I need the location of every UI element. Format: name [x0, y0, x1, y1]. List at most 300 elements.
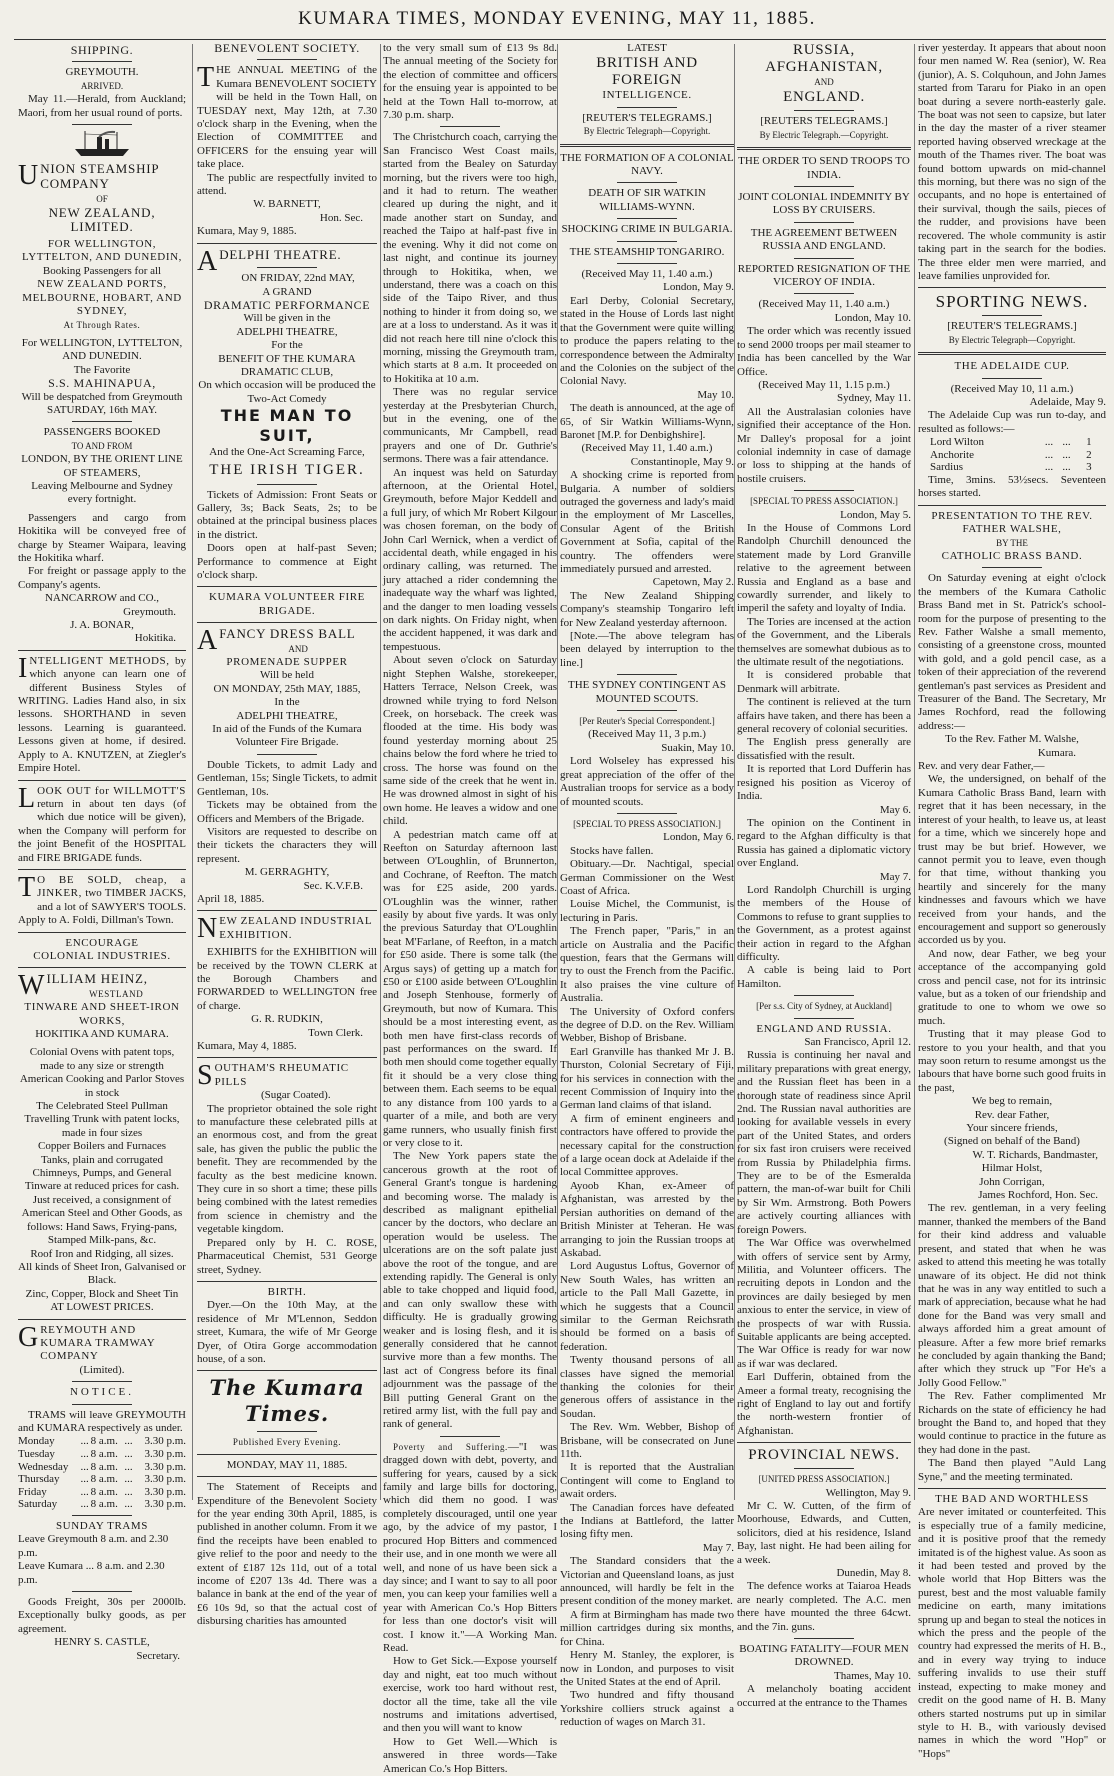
copyright-label: By Electric Telegraph—Copyright.	[583, 126, 711, 137]
race-time: Time, 3mins. 53½secs. Seventeen horses started.	[918, 473, 1106, 500]
address-close: Rev. dear Father,	[974, 1108, 1050, 1121]
steamship-icon	[71, 129, 133, 159]
table-cell: 8 a.m.	[90, 1447, 118, 1460]
table-cell: ...	[1044, 448, 1054, 461]
table-cell: ...	[124, 1498, 133, 1511]
dateline: Suakin, May 10.	[661, 741, 734, 754]
table-cell: 3.30 p.m.	[144, 1473, 186, 1486]
presentation-heading: PRESENTATION TO THE REV. FATHER WALSHE,	[931, 509, 1093, 536]
adelphi-date: ON FRIDAY, 22nd MAY,	[241, 272, 355, 285]
usc-favorite: The Favorite	[73, 363, 131, 376]
usc-bonar: J. A. BONAR,	[70, 619, 134, 632]
benevolent-role: Hon. Sec.	[319, 211, 363, 224]
trams-intro: TRAMS will leave GREYMOUTH and KUMARA respectively as under.	[18, 1408, 186, 1434]
usc-ship-name: S.S. MAHINAPUA,	[48, 376, 156, 391]
presentation-band: CATHOLIC BRASS BAND.	[941, 549, 1083, 562]
fd-date: ON MONDAY, 25th MAY, 1885,	[213, 682, 361, 695]
heinz-title: ILLIAM HEINZ,	[46, 971, 148, 987]
heinz-item: Roof Iron and Ridging, all sizes.	[30, 1247, 174, 1260]
table-cell: 8 a.m.	[90, 1498, 118, 1511]
heinz-item: Chimneys, Pumps, and General Tinware at reduced prices for cash.	[24, 1167, 180, 1193]
benevolent-heading: BENEVOLENT SOCIETY.	[214, 41, 360, 55]
adelaide-cup-heading: THE ADELAIDE CUP.	[954, 360, 1070, 373]
headline: JOINT COLONIAL INDEMNITY BY LOSS BY CRUISERS.	[738, 191, 910, 217]
address-body: Trusting that it may please God to restore to you your health, and that you may soon return to resume amongst us the labours that have borne such good fruits in the past,	[918, 1028, 1106, 1094]
usc-london: LONDON, BY THE ORIENT LINE OF STEAMERS,	[21, 453, 183, 479]
headline: SHOCKING CRIME IN BULGARIA.	[561, 223, 733, 236]
fd-date-signed: April 18, 1885.	[197, 892, 265, 905]
fd-tickets: Double Tickets, to admit Lady and Gentleman, 15s; Single Tickets, to admit Gentleman, 10s.	[197, 758, 377, 798]
address-close: We beg to remain,	[971, 1095, 1053, 1108]
table-cell: ...	[124, 1435, 133, 1448]
exhibition-title: EW ZEALAND INDUSTRIAL EXHIBITION.	[219, 915, 372, 941]
table-cell: Saturday	[18, 1498, 58, 1511]
article: The opinion on the Continent in regard to the Afghan difficulty is that Russia has gained a diplomatic victory over England.	[737, 816, 911, 870]
article: In the House of Commons Lord Randolph Churchill denounced the statement made by Lord Granville relative to the agreement between Russia and England as a base and cowardly surrender, and likely to imperil the safety and loyalty of India.	[737, 521, 911, 615]
table-cell: 8 a.m.	[90, 1435, 118, 1448]
fd-in: In the	[274, 696, 300, 709]
for-sale-body: two TIMBER JACKS, and a lot of SAWYER'S TOOLS. Apply to A. Foldi, Dillman's Town.	[18, 887, 187, 927]
heinz-prices: AT LOWEST PRICES.	[50, 1301, 154, 1314]
methods-title: NTELLIGENT METHODS,	[29, 654, 170, 667]
exhibition-date: Kumara, May 4, 1885.	[197, 1040, 297, 1052]
press-association-label: [SPECIAL TO PRESS ASSOCIATION.]	[573, 818, 721, 829]
article: Ayoob Khan, ex-Ameer of Afghanistan, was arrested by the Persian authorities on demand of the British Minister at Teheran. He was arranging to join the Russian troops at Askabad.	[560, 1179, 734, 1259]
article: Stocks have fallen.	[570, 844, 654, 857]
usc-toandfrom: TO AND FROM	[71, 440, 133, 451]
timetable-row	[18, 1448, 186, 1461]
received-line: (Received May 11, 1.40 a.m.)	[581, 268, 713, 281]
drop-cap: U	[18, 160, 39, 192]
usc-freight: For freight or passage apply to the Company's agents.	[18, 565, 186, 591]
fd-obtain: Tickets may be obtained from the Officers and Members of the Brigade.	[197, 799, 377, 825]
usc-agents-place: Greymouth.	[123, 605, 176, 618]
table-cell: Monday	[18, 1435, 55, 1448]
tramway-title: REYMOUTH AND KUMARA TRAMWAY COMPANY	[40, 1323, 155, 1363]
column-rule	[734, 44, 735, 1500]
adelphi-for: For the	[271, 339, 303, 352]
headline: THE STEAMSHIP TONGARIRO.	[569, 245, 725, 258]
benevolent-body: HE ANNUAL MEETING of the Kumara BENEVOLENT SOCIETY will be held in the Town Hall, on TUESDAY next, May 12th, at 7.30 o'clock sharp in the Evening, when the Election of COMMITTEE and OFFICERS for the ensuing year will take place.	[197, 64, 377, 171]
article: The Tories are incensed at the action of the Government, and the Liberals themselves are somewhat dubious as to the ultimate result of the negotiations.	[737, 615, 911, 669]
article: river yesterday. It appears that about noon four men named W. Rea (senior), W. Rea (junior), A. S. Colquhoun, and John James started from Tararu for Piako in an open boat during a severe north-easterly gale. The boat was not seen to capsize, but later in the day the master of a river steamer reported having observed wreckage at the mouth of the Thames river. The boat was found bottom upwards on mid-channel this morning, but there was no sign of the occupants, and no hope is entertained of their survival, though the sails, pieces of the rudder, and provisions have been recovered. The whole community is astir taking part in the search for the bodies. The three elder men were married, and leave families unprovided for.	[918, 42, 1106, 282]
article: The Standard considers that the Victorian and Queensland loans, as just announced, will hardly be felt in the present condition of the money market.	[560, 1555, 734, 1608]
goods-freight: Goods Freight, 30s per 2000lb. Exceptionally bulky goods, as per agreement.	[18, 1595, 186, 1635]
article: On Saturday evening at eight o'clock the members of the Kumara Catholic Brass Band met in St. Patrick's school-room for the purpose of presenting to the Rev. Father Walshe a small memento, consisting of a greenstone cross, mounted with gold, and a gold pencil case, as a token of their appreciation of the reverend gentleman's past services as President and Treasurer of the Band. The Secretary, Mr James Rochford, read the following address:—	[918, 572, 1106, 732]
dateline: May 7.	[702, 1541, 734, 1554]
article: The English press generally are dissatisfied with the result.	[737, 736, 911, 762]
table-cell: ...	[1062, 448, 1071, 461]
table-cell: Lord Wilton	[930, 436, 985, 449]
heinz-item: Colonial Ovens with patent tops, made to any size or strength	[29, 1046, 175, 1072]
article: The Band then played "Auld Lang Syne," and the meeting terminated.	[918, 1457, 1106, 1483]
column-3	[383, 42, 557, 1775]
article: Russia is continuing her naval and military preparations with great energy, and the Russian fleet has been in a thorough state of readiness since April 2nd. The Russian naval authorities are looking for available vessels in every part of the United States, and orders for six fast iron cruisers were received from Russia by Philadelphia firms. They are to be of the Esmeralda pattern, the man-of-war built for Chili by Sir Wm. Armstrong. Both Powers are actively courting alliances with foreign Powers.	[737, 1049, 911, 1236]
drop-cap: W	[18, 970, 45, 1002]
column-5	[737, 42, 911, 1709]
sunday-trams-heading: SUNDAY TRAMS	[55, 1519, 149, 1532]
address-close: Your sincere friends,	[966, 1122, 1058, 1135]
adelphi-play-title: THE MAN TO SUIT,	[220, 406, 354, 446]
article: The Christchurch coach, carrying the San Francisco West Coast mails, started from the Bealey on Saturday morning, but the rivers were too high, and it had to return. The weather cleared up during the night, and it made another start on Sunday, and reached the Taipo at half-past five in the evening. Why it did not come on last night, and continue its journey through to Hokitika, when, we understand, there was a coach on this side of the Taipo River, and thus nothing to hinder it from doing so, we are at a loss to understand. As it was it did not reach here till nine o'clock this morning, missing the Greymouth tram, which starts at 8 a.m. It proceeded on to Hokitika at 10 a.m.	[383, 131, 557, 385]
column-2	[197, 41, 377, 1628]
table-cell: ...	[80, 1473, 89, 1486]
usc-booking: Booking Passengers for all	[42, 264, 162, 277]
of-label: OF	[96, 193, 108, 204]
sunday-trams-line: Leave Greymouth 8 a.m. and 2.30 p.m.	[18, 1533, 169, 1559]
paper-nameplate: The Kumara Times.	[209, 1375, 365, 1427]
heinz-places: HOKITIKA AND KUMARA.	[35, 1028, 169, 1040]
article: The death is announced, at the age of 65, of Sir Watkin Williams-Wynn, Baronet [M.P. for Denbighshire].	[560, 402, 734, 441]
article: A melancholy boating accident occurred at the entrance to the Thames	[737, 1683, 911, 1709]
article: Earl Granville has thanked Mr J. B. Thurston, Colonial Secretary of Fiji, for his services in connection with the recent Commission of Inquiry into the German land claims of that island.	[560, 1045, 734, 1112]
dateline: Sydney, May 11.	[836, 392, 911, 405]
timetable-row	[18, 1473, 186, 1486]
column-1	[18, 42, 187, 1662]
table-cell: ...	[80, 1498, 89, 1511]
article: Henry M. Stanley, the explorer, is now in London, and purposes to visit the United States at the end of April.	[560, 1649, 734, 1688]
tramway-ltd: (Limited).	[79, 1363, 125, 1376]
table-cell: ...	[80, 1435, 89, 1448]
dateline: London, May 10.	[834, 311, 911, 324]
article: The order which was recently issued to send 2000 troops per mail steamer to India has been cancelled by the War Office.	[737, 325, 911, 378]
heinz-item: The Celebrated Steel Pullman Travelling Trunk with patent locks, made in four sizes	[24, 1100, 180, 1139]
usc-agents: NANCARROW and CO.,	[44, 592, 160, 605]
headline: THE SYDNEY CONTINGENT AS MOUNTED SCOUTS.	[568, 679, 726, 705]
notice-heading: NOTICE.	[69, 1386, 135, 1399]
england-russia-heading: ENGLAND AND RUSSIA.	[756, 1022, 892, 1035]
russia-heading: RUSSIA, AFGHANISTAN,	[765, 42, 883, 75]
fd-visitors: Visitors are requested to describe on their tickets the characters they will represent.	[197, 825, 377, 865]
article: Earl Dufferin, obtained from the Ameer a formal treaty, recognising the right of England to lay out and fortify the north-western frontier of Afghanistan.	[737, 1371, 911, 1437]
article: Lord Randolph Churchill is urging the members of the House of Commons to refuse to grant supplies to the Government, as a protest against their action in regard to the Afghan difficulty.	[737, 883, 911, 963]
table-cell: 8 a.m.	[90, 1485, 118, 1498]
table-cell: Sardius	[930, 461, 963, 474]
adelphi-comedy: Two-Act Comedy	[247, 392, 327, 405]
intelligence-heading: INTELLIGENCE.	[602, 89, 692, 102]
tram-timetable	[18, 1435, 186, 1511]
article: A shocking crime is reported from Bulgaria. A number of soldiers outraged the governess and lady's maid in the employment of Mr Lascelles, Consular Agent of the British Government at Sofia, capital of the country. The offenders were immediately pursued and arrested.	[560, 469, 734, 575]
shipping-heading: SHIPPING.	[70, 43, 134, 57]
fd-sign: M. GERRAGHTY,	[244, 866, 330, 879]
article: How to Get Sick.—Expose yourself day and night, eat too much without exercise, work too hard without rest, doctor all the time, take all the vile nostrums and imitations advertised, and then you will want to know	[383, 1655, 557, 1735]
address-to: To the Rev. Father M. Walshe,	[945, 733, 1079, 746]
article: It is reported that Lord Dufferin has resigned his position as Viceroy of India.	[737, 763, 911, 803]
drop-cap: T	[18, 871, 36, 903]
article: The defence works at Taiaroa Heads are nearly completed. The A.C. men there have mounted the three 64cwt. and the 7in. guns.	[737, 1580, 911, 1633]
copyright-label: By Electric Telegraph—Copyright.	[948, 334, 1076, 345]
table-cell: Friday	[18, 1485, 47, 1498]
article: The Canadian forces have defeated the Indians at Battleford, the latter losing fifty men.	[560, 1501, 734, 1541]
address-place: Kumara.	[1037, 746, 1076, 759]
article: to the very small sum of £13 9s 8d. The annual meeting of the Society for the election of committee and officers for the ensuing year is appointed to be held at the Town Hall to-morrow, at 7.30 p.m. sharp.	[383, 42, 557, 122]
drop-cap: T	[197, 62, 215, 94]
fd-promenade: PROMENADE SUPPER	[226, 656, 348, 669]
usc-route-2: For WELLINGTON, LYTTELTON, AND DUNEDIN.	[21, 336, 183, 363]
timetable-row	[18, 1435, 186, 1448]
fd-theatre: ADELPHI THEATRE,	[236, 709, 338, 722]
benevolent-date: Kumara, May 9, 1885.	[197, 225, 297, 238]
usc-date: SATURDAY, 16th MAY.	[46, 403, 158, 416]
table-cell: Tuesday	[18, 1447, 55, 1460]
lookout-title: OOK OUT for WILLMOTT'S	[37, 784, 186, 797]
article: There was no regular service yesterday at the Presbyterian Church, but in the evening, one of the communicants, Mr Campbell, read prayers and one of Dr. Guthrie's sermons. There was a fair attendance.	[383, 386, 557, 466]
address-body: And now, dear Father, we beg your acceptance of the accompanying gold cross and pencil case, not for its intrinsic value, but as a token of our friendship and gratitude to one to whom we owe so much.	[918, 947, 1106, 1027]
adelphi-given: Will be given in the	[243, 312, 331, 325]
birth-body: Dyer.—On the 10th May, at the residence of Mr M'Lennon, Seddon street, Kumara, the wife of Mr George Dyer, of Otira Gorge accommodation house, of a son.	[197, 1299, 377, 1365]
article: About seven o'clock on Saturday night Stephen Walshe, storekeeper, Hatters Terrace, Nelson Creek, was drowned while trying to ford Nelson Creek, on horseback. The creek was flooded at the time. His body was found yesterday morning about 25 chains below the ford where he tried to cross. The horse was found on the same side of the creek that he went in. He was drowned almost in sight of his own home. He leaves a widow and one child.	[383, 654, 557, 828]
received-line: (Received May 11, 1.40 a.m.)	[581, 442, 713, 455]
reuters-label: [REUTERS TELEGRAMS.]	[760, 115, 888, 128]
table-cell: ...	[1044, 436, 1054, 449]
table-cell: 3.30 p.m.	[144, 1498, 186, 1511]
exhibition-body: EXHIBITS for the EXHIBITION will be received by the TOWN CLERK at the Borough Chambers and FORWARDED to WELLINGTON free of charge.	[197, 946, 377, 1012]
dateline: London, May 6.	[663, 831, 734, 844]
table-cell: ...	[124, 1485, 133, 1498]
dateline: Constantinople, May 9.	[630, 455, 734, 468]
dateline: London, May 5.	[840, 508, 911, 521]
united-press-label: [UNITED PRESS ASSOCIATION.]	[758, 1474, 890, 1485]
column-4	[560, 42, 734, 1729]
article: An inquest was held on Saturday afternoon, at the Oriental Hotel, Greymouth, before Major Keddell and a full jury, of which Mr Robert Kilgour was chosen foreman, on the body of John Carl Wernick, when a verdict of accidental death, while engaged in his ordinary calling, was returned. The jury attached a rider condemning the inadequate way the wharf was lighted, and the danger to men loading vessels on dark nights. On Friday night, when the accident happened, it was dark and tempestuous.	[383, 466, 557, 653]
statement-article: The Statement of Receipts and Expenditure of the Benevolent Society for the year ending 30th April, 1885, is published in another column. From it we find the receipts have been enabled to give relief to the poor and needy to the extent of £187 12s 11d, out of a total income of £207 13s 4d. There was a balance in bank at the end of the year of £6 10s 9d, so that the actual cost of disbursing charities has amounted	[197, 1481, 377, 1628]
placing-row	[930, 449, 1092, 462]
column-rule	[914, 44, 915, 1500]
table-cell: Wednesday	[18, 1460, 69, 1473]
table-cell: 3.30 p.m.	[144, 1447, 186, 1460]
column-rule	[557, 44, 558, 1500]
usc-despatch: Will be despatched from Greymouth	[21, 390, 183, 403]
usc-rates: At Through Rates.	[63, 319, 141, 330]
poverty-body: —"I was dragged down with debt, poverty, and suffering for years, caused by a sick family and large bills for doctoring, which did them no good. I was completely discouraged, until one year ago, by the advice of my pastor, I procured Hop Bitters and commenced their use, and in one month we were all well, and none of us have been sick a day since; and I want to say to all poor men, you can keep your families well a year with American Co.'s Hop Bitters for less than one doctor's visit will cost. I know it."—A Working Man. Read.	[383, 1440, 557, 1654]
signatory: John Corrigan,	[979, 1175, 1045, 1188]
article: A firm at Birmingham has made two million cartridges during six months, for China.	[560, 1608, 734, 1648]
adelphi-performance: DRAMATIC PERFORMANCE	[203, 297, 371, 312]
table-cell: 3.30 p.m.	[144, 1435, 186, 1448]
table-cell: ...	[124, 1460, 133, 1473]
england-heading: ENGLAND.	[783, 89, 865, 106]
received-line: (Received May 11, 1.15 p.m.)	[758, 378, 890, 391]
article: Obituary.—Dr. Nachtigal, special German Commissioner on the West Coast of Africa.	[560, 858, 734, 897]
usc-leaving: Leaving Melbourne and Sydney every fortnight.	[31, 479, 173, 506]
table-cell: Anchorite	[930, 448, 974, 461]
article: Twenty thousand persons of all classes have signed the memorial thanking the colonies for their generous offers of assistance in the Soudan.	[560, 1354, 734, 1420]
article: It is considered probable that Denmark will arbitrate.	[737, 669, 911, 695]
cup-placings	[930, 436, 1092, 474]
drop-cap: L	[18, 782, 36, 814]
paper-date: MONDAY, MAY 11, 1885.	[226, 1458, 348, 1471]
article: The New Zealand Shipping Company's steamship Tongariro left for New Zealand yesterday afternoon.	[560, 589, 734, 629]
table-cell: 3.30 p.m.	[144, 1460, 186, 1473]
exhibition-sign: G. R. RUDKIN,	[251, 1013, 323, 1026]
table-cell: 8 a.m.	[90, 1473, 118, 1486]
article: The rev. gentleman, in a very feeling manner, thanked the members of the Band for their kind address and valuable present, and stated that when he was asked to attend this meeting he was totally unaware of its object. He did not think that he was in any way entitled to such a mark of appreciation, because what he had done for the Band was very small and always afforded him a great amount of pleasure. After a few more brief remarks he concluded by again thanking the Band; after which they struck up "For He's a Jolly Good Fellow."	[918, 1202, 1106, 1389]
pills-title: OUTHAM'S RHEUMATIC PILLS	[214, 1062, 349, 1088]
pills-body: The proprietor obtained the sole right to manufacture these celebrated pills at an enormous cost, and from the great sale, has given the public the public the benefit. They are recommended by the faculty as the best medicine known. They cure in so short a time; these pills being combined with the latest remedies from science in chemistry and the vegetable kingdom.	[197, 1102, 377, 1236]
colonial-industries: COLONIAL INDUSTRIES.	[33, 949, 171, 962]
birth-heading: BIRTH.	[267, 1285, 307, 1298]
article: Lord Wolseley has expressed his great appreciation of the offer of the Australian troops for service as a body of mounted scouts.	[560, 755, 734, 808]
drop-cap: N	[197, 913, 218, 945]
arrived-label: ARRIVED.	[80, 80, 124, 91]
fancy-dress-title: FANCY DRESS BALL	[219, 626, 356, 642]
poverty-heading: Poverty and Suffering.	[393, 1441, 508, 1452]
article: The continent is relieved at the turn affairs have taken, and there has been a general recovery of colonial securities.	[737, 696, 911, 736]
correspondent-label: [Per Reuter's Special Correspondent.]	[579, 716, 715, 727]
headline: BOATING FATALITY—FOUR MEN DROWNED.	[739, 1643, 909, 1669]
dateline: May 10.	[697, 388, 734, 401]
received-line: (Received May 11, 1.40 a.m.)	[758, 298, 890, 311]
table-cell: ...	[124, 1447, 133, 1460]
fd-held: Will be held	[260, 669, 314, 682]
headline: THE AGREEMENT BETWEEN RUSSIA AND ENGLAND.	[750, 226, 898, 253]
copyright-label: By Electric Telegraph.—Copyright.	[759, 129, 889, 140]
table-cell: ...	[80, 1485, 89, 1498]
greymouth-heading: GREYMOUTH.	[65, 66, 139, 79]
castle-sign: HENRY S. CASTLE,	[54, 1636, 150, 1649]
article: Louise Michel, the Communist, is lecturing in Paris.	[560, 898, 734, 924]
article: A pedestrian match came off at Reefton on Saturday afternoon last between O'Loughlin, of Brunnerton, and Cochrane, of Reefton. The match was for £25 aside, 200 yards. O'Loughlin was the winner, rather easily by about five yards. It was only the previous Saturday that O'Loughlin beat M'Farlane, of Reefton, in a match for £50 aside. There is some talk (the Argus says) of getting up a match for £50 or £100 aside between O'Loughlin and Joseph Stenhouse, formerly of Greymouth, but now of Kumara. This should be a most interesting event, as both men have first-class records of past performances on the sward. If both men should come together equally fit it should be a very close thing between them. Each seems to be equal to any distance from 100 yards to a quarter of a mile, and both are very game runners, who usually finish first or very close to it.	[383, 828, 557, 1149]
drop-cap: A	[197, 245, 218, 277]
exhibition-role: Town Clerk.	[308, 1026, 363, 1039]
adelphi-theatre: ADELPHI THEATRE,	[236, 325, 338, 338]
address-salutation: Rev. and very dear Father,—	[918, 760, 1045, 773]
article: All the Australasian colonies have signified their acceptance of the Hon. Mr Dalley's proposal for a joint colonial indemnity in case of damage or loss to shipping at the hands of hostile cruisers.	[737, 405, 911, 485]
article: The War Office was overwhelmed with offers of service sent by Army, Militia, and Volunteer officers. The recruiting depots in London and the provinces are daily besieged by men anxious to enter the service, in view of the prospects of war with Russia. Suitable applicants are being accepted. The War Office is ready for war now as if war was declared.	[737, 1237, 911, 1370]
adelphi-which: On which occasion will be produced the	[198, 379, 376, 392]
article: Are never imitated or counterfeited. This is especially true of a family medicine, and it is positive proof that the remedy imitated is of the highest value. As soon as it had been tested and proved by the whole world that Hop Bitters was the purest, best and the most valuable family medicine on earth, many imitations sprung up and began to steal the notices in which the press and the people of the country had expressed the merits of H. B., and in every way trying to induce suffering invalids to use their stuff instead, expecting to make money and credit on the good name of H. B. Many others started nostrums put up in similar style to H. B., with variously devised names in which the word "Hop" or "Hops"	[918, 1506, 1106, 1760]
fire-brigade-heading: KUMARA VOLUNTEER FIRE BRIGADE.	[208, 591, 365, 617]
column-6	[918, 42, 1106, 1760]
heinz-item: Just received, a consignment of American Steel and Other Goods, as follows: Hand Saws, Frying-pans, Stamped Milk-pans, &c.	[21, 1193, 183, 1247]
heinz-works: TINWARE AND SHEET-IRON WORKS,	[24, 1001, 180, 1027]
article: The University of Oxford confers the degree of D.D. on the Rev. William Webber, Bishop of Brisbane.	[560, 1005, 734, 1045]
table-cell: 2	[1086, 448, 1092, 461]
placing-row	[930, 461, 1092, 474]
adelphi-benefit: BENEFIT OF THE KUMARA DRAMATIC CLUB,	[218, 352, 356, 378]
table-cell: 3.30 p.m.	[144, 1485, 186, 1498]
masthead: KUMARA TIMES, MONDAY EVENING, MAY 11, 1885.	[298, 8, 816, 29]
column-rule	[192, 44, 193, 1500]
adelphi-farce: And the One-Act Screaming Farce,	[209, 446, 365, 459]
heinz-westland: WESTLAND	[89, 988, 144, 999]
adelphi-tickets: Tickets of Admission: Front Seats or Gallery, 3s; Back Seats, 2s; to be obtained at the principal business places in the district.	[197, 488, 377, 541]
article: How to Get Well.—Which is answered in three words—Take American Co.'s Hop Bitters.	[383, 1735, 557, 1775]
usc-bonar-place: Hokitika.	[134, 632, 176, 645]
headline: THE ORDER TO SEND TROOPS TO INDIA.	[738, 155, 910, 181]
dateline: May 6.	[879, 803, 911, 816]
usc-route-1: FOR WELLINGTON, LYTTELTON, AND DUNEDIN,	[22, 238, 182, 264]
british-foreign-heading: BRITISH AND FOREIGN	[596, 55, 698, 89]
drop-cap: A	[197, 625, 218, 657]
table-cell: ...	[1062, 461, 1071, 474]
and-label: AND	[814, 77, 834, 87]
article: The Adelaide Cup was run to-day, and resulted as follows:—	[918, 409, 1106, 435]
article: Lord Augustus Loftus, Governor of New South Wales, has written an article to the Pall Mall Gazette, in which he suggests that a Council similar to the German Reichsrath should be formed on a basis of federation.	[560, 1260, 734, 1353]
heinz-item: American Cooking and Parlor Stoves in stock	[19, 1073, 185, 1099]
column-rule	[380, 44, 381, 1500]
table-cell: 3	[1086, 461, 1092, 474]
placing-row	[930, 436, 1092, 449]
fd-and: AND	[288, 643, 308, 654]
heinz-item: Copper Boilers and Furnaces	[38, 1140, 166, 1153]
masthead-rule	[14, 39, 1106, 40]
benevolent-sign: W. BARNETT,	[253, 198, 321, 211]
table-cell: 8 a.m.	[90, 1460, 118, 1473]
timetable-row	[18, 1461, 186, 1474]
sporting-news-heading: SPORTING NEWS.	[935, 292, 1089, 312]
lookout-body: return in about ten days (of which due notice will be given), when the Company will perform for the joint Benefit of the HOSPITAL and FIRE BRIGADE funds.	[18, 797, 186, 864]
for-sale-title: O BE SOLD, cheap, a JINKER,	[37, 873, 186, 900]
article: The Rev. Father complimented Mr Richards on the state of efficiency he had brought the Band to, and hoped that they would continue to practice in the future as they had done in the past.	[918, 1390, 1106, 1456]
heinz-item: All kinds of Sheet Iron, Galvanised or Black.	[18, 1260, 186, 1287]
article: It is reported that the Australian Contingent will come to England to await orders.	[560, 1461, 734, 1501]
dateline: Thames, May 10.	[834, 1669, 911, 1682]
provincial-news-heading: PROVINCIAL NEWS.	[748, 1447, 900, 1464]
adelphi-tiger: THE IRISH TIGER.	[209, 461, 365, 478]
article: Earl Derby, Colonial Secretary, stated in the House of Lords last night that the Government were quite willing to produce the papers relating to the correspondence between the Admiralty and the Colonies on the subject of the Colonial Navy.	[560, 294, 734, 388]
article: Two hundred and fifty thousand Yorkshire colliers struck against a reduction of wages on March 31.	[560, 1689, 734, 1729]
dateline: Adelaide, May 9.	[1029, 395, 1106, 408]
union-steamship-subtitle: NEW ZEALAND, LIMITED.	[48, 205, 156, 234]
table-cell: ...	[1062, 436, 1071, 449]
signatory: James Rochford, Hon. Sec.	[978, 1189, 1098, 1202]
dateline: Capetown, May 2.	[652, 576, 734, 589]
address-signed: (Signed on behalf of the Band)	[944, 1135, 1080, 1148]
table-cell: ...	[124, 1473, 133, 1486]
published-line: Published Every Evening.	[232, 1437, 342, 1448]
headline: REPORTED RESIGNATION OF THE VICEROY OF INDIA.	[737, 262, 911, 289]
table-cell: 1	[1086, 436, 1092, 449]
note: [Note.—The above telegram has been delayed by interruption to the line.]	[560, 630, 734, 669]
received-line: (Received May 11, 3 p.m.)	[588, 728, 706, 741]
pills-prepared: Prepared only by H. C. ROSE, Pharmaceutical Chemist, 531 George street, Sydney.	[197, 1236, 377, 1276]
article: The Rev. Wm. Webber, Bishop of Brisbane, will be consecrated on June 11th.	[560, 1421, 734, 1460]
fd-role: Sec. K.V.F.B.	[303, 879, 363, 892]
press-association-label: [SPECIAL TO PRESS ASSOCIATION.]	[750, 496, 898, 507]
timetable-row	[18, 1498, 186, 1511]
article: The French paper, "Paris," in an article on Australia and the Pacific question, fears that the Germans will try to oust the French from the Pacific. It also praises the vine culture of Australia.	[560, 925, 734, 1005]
adelphi-doors: Doors open at half-past Seven; Performance to commence at Eight o'clock sharp.	[197, 542, 377, 581]
table-cell: ...	[80, 1447, 89, 1460]
table-cell: ...	[80, 1460, 89, 1473]
latest-label: LATEST	[627, 42, 667, 54]
drop-cap: G	[18, 1321, 39, 1353]
dateline: London, May 9.	[663, 281, 734, 294]
signatory: W. T. Richards, Bandmaster,	[972, 1148, 1098, 1161]
methods-body: by which anyone can learn one of different Business Styles of WRITING. Ladies Hand also, in six lessons. SHORTHAND in seven lessons. Learning is guaranteed. Lessons given at home, if desired. Apply to A. KNUTZEN, at Ziegler's Empire Hotel.	[18, 654, 186, 775]
article: A cable is being laid to Port Hamilton.	[737, 964, 911, 990]
bad-worthless-heading: THE BAD AND WORTHLESS	[935, 1493, 1089, 1505]
article: Mr C. W. Cutten, of the firm of Moorhouse, Edwards, and Cutten, solicitors, died at his residence, Island Bay, last night. He had been ailing for a week.	[737, 1500, 911, 1566]
castle-role: Secretary.	[136, 1649, 180, 1662]
encourage-heading: ENCOURAGE	[65, 936, 139, 949]
adelphi-grand: A GRAND	[262, 285, 312, 298]
union-steamship-title: NION STEAMSHIP COMPANY	[40, 161, 159, 192]
table-cell: Thursday	[18, 1473, 60, 1486]
drop-cap: S	[197, 1060, 213, 1092]
heinz-item: Zinc, Copper, Block and Sheet Tin	[25, 1287, 179, 1300]
article: A firm of eminent engineers and contractors have offered to provide the necessary capital for the construction of a large ocean dock at Adelaide if the local Committee approves.	[560, 1112, 734, 1179]
reuters-label: [REUTER'S TELEGRAMS.]	[947, 320, 1077, 333]
article: The New York papers state the cancerous growth at the root of General Grant's tongue is hardening and becoming worse. The malady is described as malignant epithelial cancer by the doctors, who declare an operation would be useless. The ulcerations are on the soft palate just above the root of the tongue, and are extending rapidly. The General is only able to take chopped and liquid food, and can only swallow these with difficulty. He is gradually growing weaker and is losing flesh, and it is generally considered that he cannot survive more than a few months. The last act of Congress before its final adjournment was the passage of the Bill putting General Grant on the retired army list, with the full pay and rank of general.	[383, 1150, 557, 1431]
presentation-by: BY THE	[996, 537, 1028, 548]
fd-aid: In aid of the Funds of the Kumara Volunteer Fire Brigade.	[212, 723, 362, 749]
sunday-trams-line: Leave Kumara ... 8 a.m. and 2.30 p.m.	[18, 1560, 165, 1586]
drop-cap: I	[18, 652, 28, 684]
headline: THE FORMATION OF A COLONIAL NAVY.	[560, 151, 734, 178]
signatory: Hilmar Holst,	[981, 1162, 1043, 1175]
